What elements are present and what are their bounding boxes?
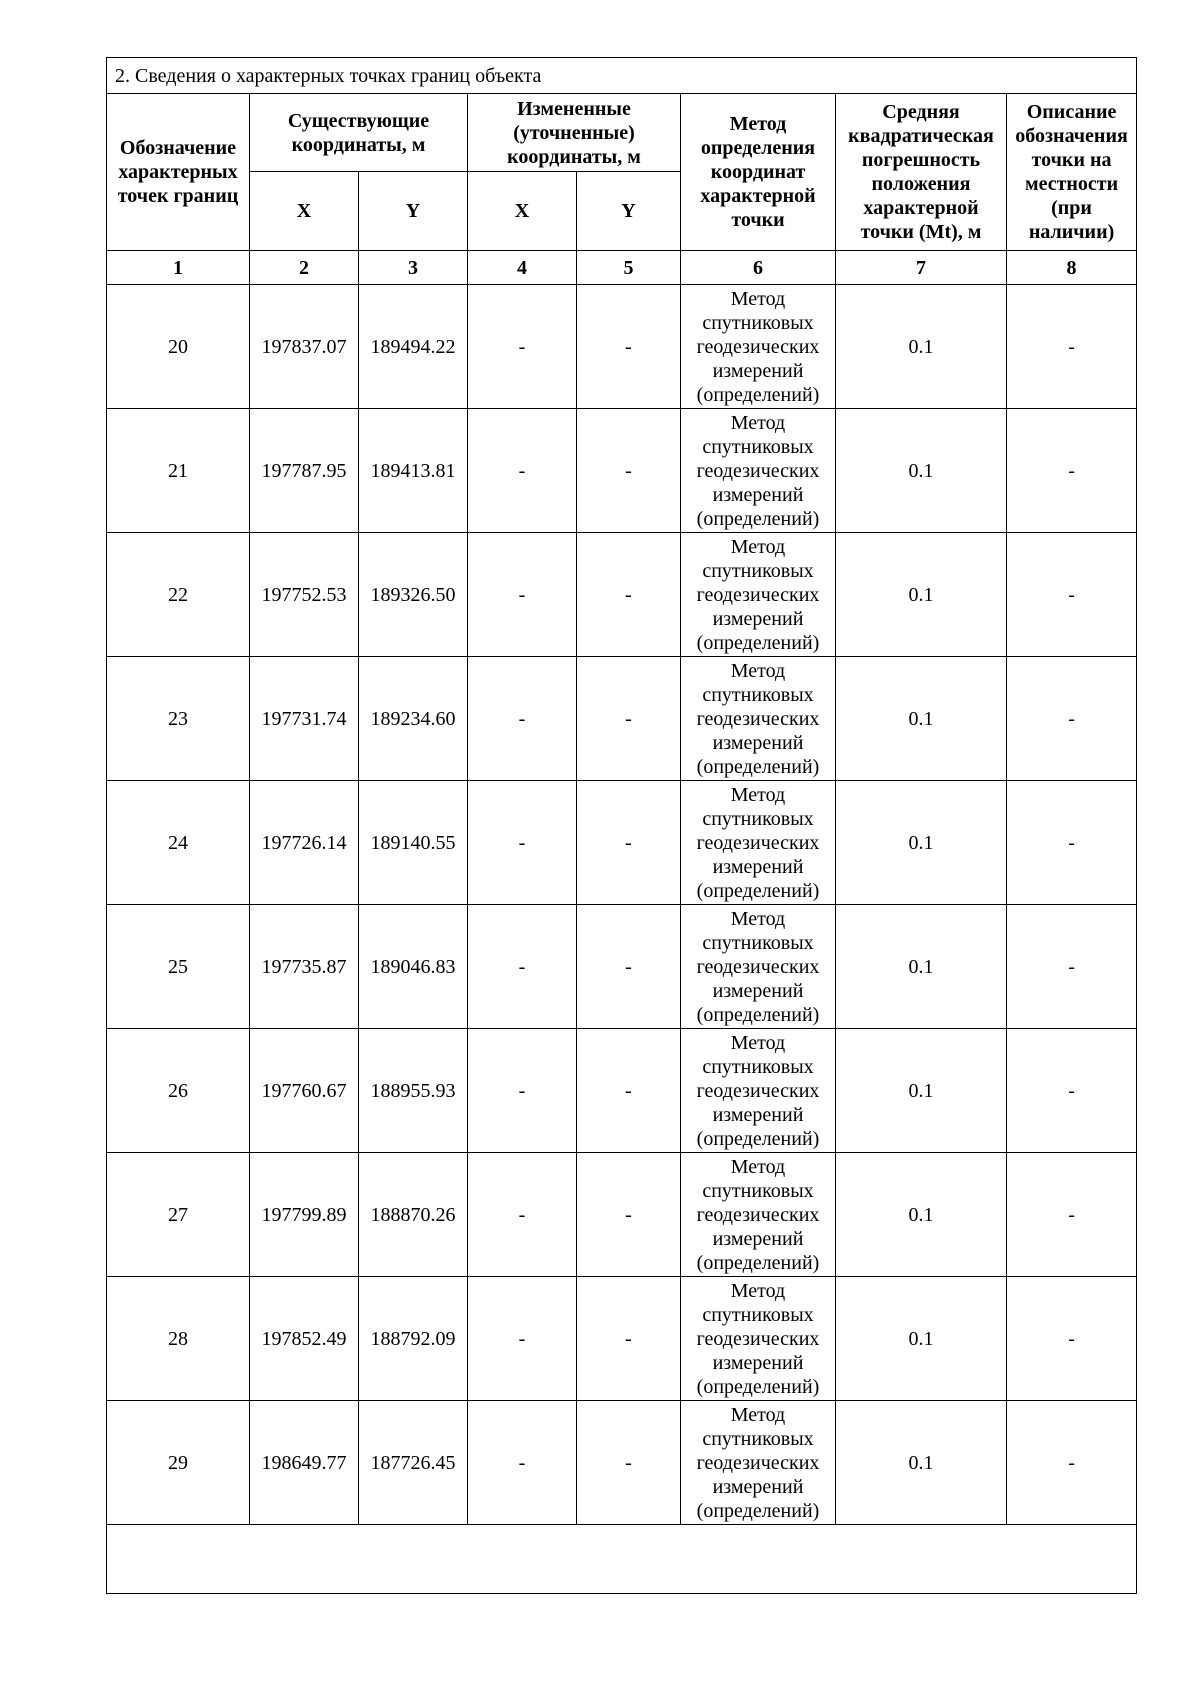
changed-y-value: - <box>577 1401 681 1525</box>
column-number: 5 <box>577 251 681 285</box>
changed-y-value: - <box>577 409 681 533</box>
method-value: Метод спутниковых геодезических измерений (определений) <box>681 1029 836 1153</box>
column-number: 7 <box>836 251 1007 285</box>
point-number: 24 <box>107 781 250 905</box>
changed-x-value: - <box>468 533 577 657</box>
point-number: 25 <box>107 905 250 1029</box>
changed-x-value: - <box>468 1029 577 1153</box>
existing-y-value: 189140.55 <box>359 781 468 905</box>
point-number: 21 <box>107 409 250 533</box>
description-value: - <box>1007 285 1137 409</box>
mean-error-value: 0.1 <box>836 781 1007 905</box>
method-value: Метод спутниковых геодезических измерений (определений) <box>681 533 836 657</box>
column-number: 1 <box>107 251 250 285</box>
mean-error-value: 0.1 <box>836 905 1007 1029</box>
method-value: Метод спутниковых геодезических измерений (определений) <box>681 1153 836 1277</box>
existing-x-value: 197752.53 <box>250 533 359 657</box>
table-row <box>107 905 1137 1029</box>
mean-error-value: 0.1 <box>836 1153 1007 1277</box>
point-number: 29 <box>107 1401 250 1525</box>
header-existing-x: X <box>250 172 359 251</box>
existing-y-value: 187726.45 <box>359 1401 468 1525</box>
changed-x-value: - <box>468 1153 577 1277</box>
existing-y-value: 189326.50 <box>359 533 468 657</box>
header-existing-y: Y <box>359 172 468 251</box>
header-mean-error: Средняя квадратическая погрешность положения характерной точки (Mt), м <box>836 94 1007 251</box>
changed-y-value: - <box>577 1277 681 1401</box>
point-number: 27 <box>107 1153 250 1277</box>
table-row <box>107 409 1137 533</box>
column-number: 4 <box>468 251 577 285</box>
table-row <box>107 533 1137 657</box>
header-description: Описание обозначения точки на местности (при наличии) <box>1007 94 1137 251</box>
method-value: Метод спутниковых геодезических измерений (определений) <box>681 657 836 781</box>
existing-y-value: 189494.22 <box>359 285 468 409</box>
table-row <box>107 1401 1137 1525</box>
changed-x-value: - <box>468 409 577 533</box>
existing-y-value: 189046.83 <box>359 905 468 1029</box>
header-existing-coordinates: Существующие координаты, м <box>250 94 468 172</box>
column-number: 2 <box>250 251 359 285</box>
mean-error-value: 0.1 <box>836 285 1007 409</box>
method-value: Метод спутниковых геодезических измерений (определений) <box>681 781 836 905</box>
section-title-row <box>107 58 1137 94</box>
point-number: 22 <box>107 533 250 657</box>
header-method: Метод определения координат характерной точки <box>681 94 836 251</box>
header-changed-y: Y <box>577 172 681 251</box>
existing-x-value: 197726.14 <box>250 781 359 905</box>
changed-y-value: - <box>577 285 681 409</box>
existing-x-value: 197731.74 <box>250 657 359 781</box>
existing-y-value: 189413.81 <box>359 409 468 533</box>
changed-y-value: - <box>577 533 681 657</box>
table-row <box>107 285 1137 409</box>
mean-error-value: 0.1 <box>836 1029 1007 1153</box>
changed-y-value: - <box>577 1153 681 1277</box>
changed-y-value: - <box>577 905 681 1029</box>
description-value: - <box>1007 1029 1137 1153</box>
description-value: - <box>1007 1401 1137 1525</box>
changed-y-value: - <box>577 657 681 781</box>
description-value: - <box>1007 1153 1137 1277</box>
mean-error-value: 0.1 <box>836 1401 1007 1525</box>
description-value: - <box>1007 533 1137 657</box>
column-number: 3 <box>359 251 468 285</box>
mean-error-value: 0.1 <box>836 533 1007 657</box>
boundary-points-table <box>106 57 1137 1594</box>
changed-x-value: - <box>468 781 577 905</box>
existing-y-value: 188955.93 <box>359 1029 468 1153</box>
description-value: - <box>1007 1277 1137 1401</box>
existing-x-value: 197760.67 <box>250 1029 359 1153</box>
changed-x-value: - <box>468 285 577 409</box>
existing-y-value: 188792.09 <box>359 1277 468 1401</box>
description-value: - <box>1007 781 1137 905</box>
mean-error-value: 0.1 <box>836 657 1007 781</box>
point-number: 28 <box>107 1277 250 1401</box>
point-number: 20 <box>107 285 250 409</box>
method-value: Метод спутниковых геодезических измерений (определений) <box>681 1277 836 1401</box>
changed-x-value: - <box>468 905 577 1029</box>
header-point-designation: Обозначение характерных точек границ <box>107 94 250 251</box>
table-row <box>107 1029 1137 1153</box>
table-row <box>107 1153 1137 1277</box>
header-changed-coordinates: Измененные (уточненные) координаты, м <box>468 94 681 172</box>
method-value: Метод спутниковых геодезических измерений (определений) <box>681 1401 836 1525</box>
description-value: - <box>1007 409 1137 533</box>
existing-x-value: 197735.87 <box>250 905 359 1029</box>
section-title: 2. Сведения о характерных точках границ объекта <box>107 58 1137 94</box>
table-row <box>107 781 1137 905</box>
method-value: Метод спутниковых геодезических измерений (определений) <box>681 905 836 1029</box>
existing-x-value: 197837.07 <box>250 285 359 409</box>
mean-error-value: 0.1 <box>836 1277 1007 1401</box>
table-row <box>107 657 1137 781</box>
point-number: 23 <box>107 657 250 781</box>
empty-footer-row <box>107 1525 1137 1594</box>
changed-y-value: - <box>577 781 681 905</box>
description-value: - <box>1007 905 1137 1029</box>
changed-x-value: - <box>468 657 577 781</box>
column-number-row <box>107 251 1137 285</box>
changed-x-value: - <box>468 1277 577 1401</box>
existing-y-value: 188870.26 <box>359 1153 468 1277</box>
existing-x-value: 197852.49 <box>250 1277 359 1401</box>
point-number: 26 <box>107 1029 250 1153</box>
header-changed-x: X <box>468 172 577 251</box>
changed-y-value: - <box>577 1029 681 1153</box>
description-value: - <box>1007 657 1137 781</box>
existing-y-value: 189234.60 <box>359 657 468 781</box>
column-number: 8 <box>1007 251 1137 285</box>
header-row-top <box>107 94 1137 172</box>
existing-x-value: 197799.89 <box>250 1153 359 1277</box>
table-row <box>107 1277 1137 1401</box>
column-number: 6 <box>681 251 836 285</box>
existing-x-value: 197787.95 <box>250 409 359 533</box>
existing-x-value: 198649.77 <box>250 1401 359 1525</box>
method-value: Метод спутниковых геодезических измерений (определений) <box>681 409 836 533</box>
changed-x-value: - <box>468 1401 577 1525</box>
mean-error-value: 0.1 <box>836 409 1007 533</box>
method-value: Метод спутниковых геодезических измерений (определений) <box>681 285 836 409</box>
empty-footer-cell <box>107 1525 1137 1594</box>
